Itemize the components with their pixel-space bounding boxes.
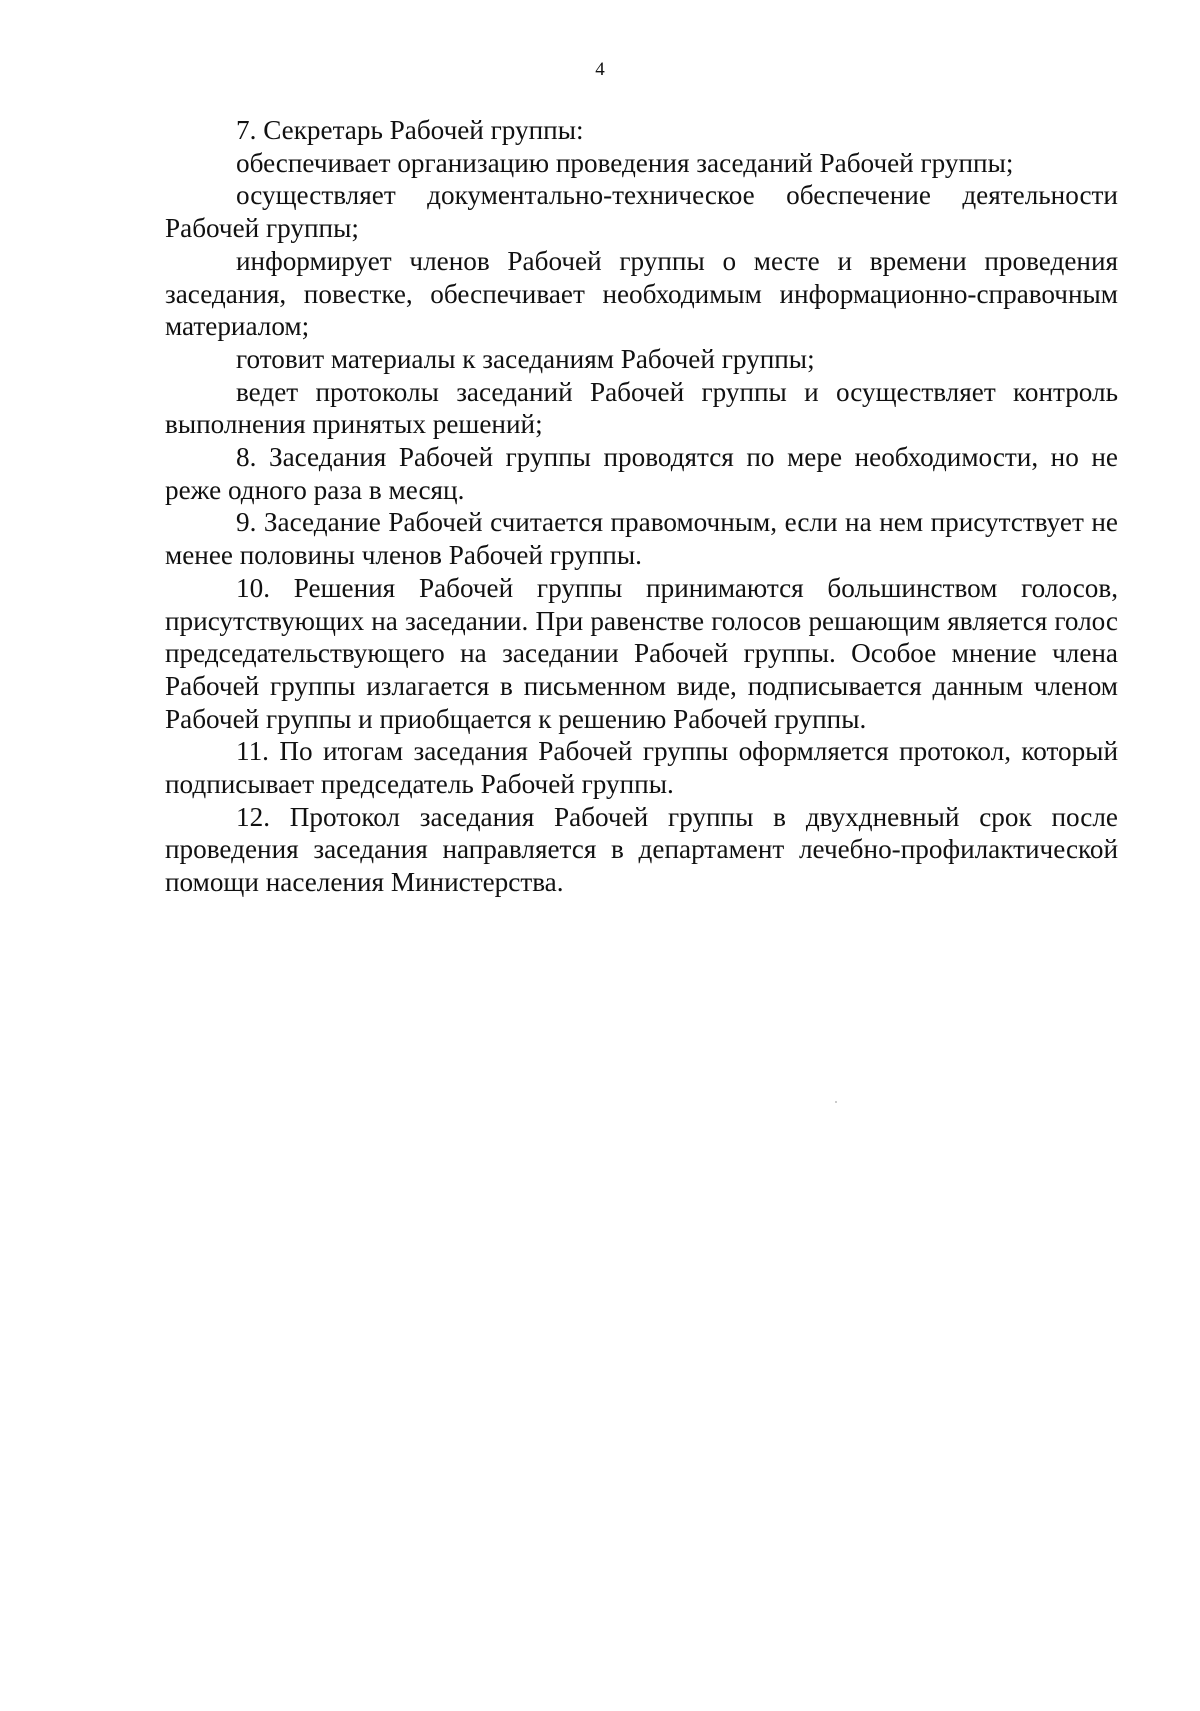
paragraph-quorum: 9. Заседание Рабочей считается правомочным, если на нем присутствует не менее половины членов Рабочей группы. <box>165 507 1118 571</box>
document-body <box>165 114 1118 899</box>
scan-speck <box>835 1101 837 1103</box>
paragraph-decisions: 10. Решения Рабочей группы принимаются большинством голосов, присутствующих на заседании. При равенстве голосов решающим является голос председательствующего на заседании Рабочей группы. Особое мнение члена Рабочей группы излагается в письменном виде, подписывается данным членом Рабочей группы и приобщается к решению Рабочей группы. <box>165 572 1118 734</box>
paragraph-protocol-signing: 11. По итогам заседания Рабочей группы оформляется протокол, который подписывает председатель Рабочей группы. <box>165 736 1118 800</box>
paragraph-secretary-heading: 7. Секретарь Рабочей группы: <box>236 115 584 145</box>
paragraph-secretary-duty-inform: информирует членов Рабочей группы о месте и времени проведения заседания, повестке, обеспечивает необходимым информационно-справочным материалом; <box>165 245 1118 342</box>
paragraph-secretary-duty-minutes: ведет протоколы заседаний Рабочей группы и осуществляет контроль выполнения принятых решений; <box>165 376 1118 440</box>
paragraph-secretary-duty-organization: обеспечивает организацию проведения заседаний Рабочей группы; <box>236 147 1014 178</box>
paragraph-protocol-submission: 12. Протокол заседания Рабочей группы в двухдневный срок после проведения заседания направляется в департамент лечебно-профилактической помощи населения Министерства. <box>165 801 1118 898</box>
paragraph-secretary-duty-support: осуществляет документально-техническое обеспечение деятельности Рабочей группы; <box>165 180 1118 244</box>
paragraph-secretary-duty-materials: готовит материалы к заседаниям Рабочей группы; <box>236 343 815 374</box>
paragraph-meeting-frequency: 8. Заседания Рабочей группы проводятся по мере необходимости, но не реже одного раза в месяц. <box>165 442 1118 505</box>
page-number: 4 <box>595 59 605 80</box>
